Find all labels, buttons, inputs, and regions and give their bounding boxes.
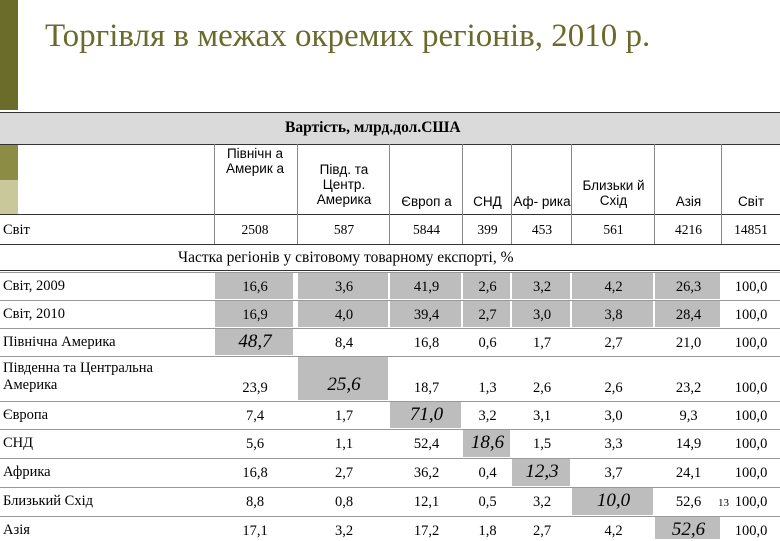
cell-value: 3,6	[334, 279, 354, 295]
cell-value: 28,4	[675, 307, 702, 323]
cell-value: 8,4	[334, 335, 354, 351]
col-rule	[654, 144, 655, 244]
cell-value: 41,9	[413, 279, 440, 295]
rule	[0, 244, 780, 245]
cell-value: 0,6	[478, 335, 497, 351]
row-label: Африка	[3, 464, 51, 480]
cell-value: 52,4	[413, 436, 440, 452]
cell-value: 16,8	[413, 335, 440, 351]
column-header: СНД	[473, 194, 502, 209]
rule	[0, 112, 780, 113]
value-header: Вартість, млрд.дол.США	[285, 119, 461, 136]
rule	[0, 487, 780, 488]
cell-value: 1,3	[478, 380, 497, 396]
share-header: Частка регіонів у світовому товарному експорті, %	[178, 249, 514, 266]
rule	[0, 214, 780, 215]
cell-value: 2,6	[532, 380, 552, 396]
rule	[0, 328, 780, 329]
row-label: СНД	[3, 435, 34, 451]
world-value: 4216	[675, 222, 702, 237]
row-label: Близький Схід	[3, 493, 93, 509]
cell-value: 48,7	[238, 331, 272, 352]
cell-value: 17,2	[413, 523, 440, 539]
cell-value: 3,8	[604, 307, 623, 323]
cell-value: 7,4	[245, 408, 265, 424]
cell-value: 2,7	[478, 307, 497, 323]
cell-value: 12,1	[413, 494, 440, 510]
cell-value: 39,4	[413, 307, 440, 323]
world-value: 453	[531, 222, 553, 237]
cell-value: 36,2	[413, 465, 440, 481]
cell-value: 21,0	[675, 335, 702, 351]
world-row-label: Світ	[3, 222, 30, 238]
row-label: Світ, 2010	[3, 306, 66, 322]
row-label: Світ, 2009	[3, 278, 66, 294]
column-header: Північн а Америк а	[225, 146, 284, 176]
column-header: Аф- рика	[513, 194, 571, 209]
rule	[0, 270, 780, 271]
cell-value: 100,0	[734, 494, 768, 510]
rule	[0, 458, 780, 459]
row-label: Північна Америка	[3, 334, 116, 350]
col-rule	[214, 144, 215, 244]
cell-value: 0,8	[334, 494, 354, 510]
cell-value: 8,8	[245, 494, 265, 510]
page-number: 13	[718, 497, 729, 509]
cell-value: 14,9	[675, 436, 702, 452]
page-title: Торгівля в межах окремих регіонів, 2010 р.	[45, 18, 651, 54]
cell-value: 4,0	[334, 307, 354, 323]
col-rule	[571, 144, 572, 244]
cell-value: 100,0	[734, 307, 768, 323]
cell-value: 17,1	[242, 523, 268, 539]
cell-value: 16,9	[242, 307, 268, 323]
cell-value: 100,0	[734, 335, 768, 351]
cell-value: 23,9	[242, 380, 268, 396]
column-header: Європ а	[401, 194, 452, 209]
row-label: Азія	[3, 522, 30, 538]
cell-value: 2,6	[478, 279, 497, 295]
cell-value: 1,7	[532, 335, 552, 351]
cell-value: 3,3	[604, 436, 623, 452]
world-value: 399	[477, 222, 498, 237]
cell-value: 5,6	[245, 436, 265, 452]
col-rule	[389, 144, 390, 244]
cell-value: 18,6	[470, 432, 505, 453]
world-value: 5844	[413, 222, 440, 237]
cell-value: 52,6	[671, 519, 706, 540]
col-rule	[462, 144, 463, 244]
cell-value: 3,2	[334, 523, 354, 539]
cell-value: 4,2	[604, 279, 623, 295]
cell-value: 1,8	[478, 523, 497, 539]
cell-value: 25,6	[327, 374, 361, 395]
column-header: Півд. та Центр. Америка	[316, 162, 372, 207]
cell-value: 2,6	[604, 380, 623, 396]
cell-value: 100,0	[734, 523, 768, 539]
cell-value: 0,4	[478, 465, 497, 481]
cell-value: 16,6	[242, 279, 268, 295]
cell-value: 18,7	[413, 380, 440, 396]
cell-value: 1,1	[334, 436, 354, 452]
cell-value: 12,3	[525, 461, 559, 482]
cell-value: 3,0	[532, 307, 552, 323]
col-rule	[297, 144, 298, 244]
cell-value: 1,5	[532, 436, 552, 452]
rule	[0, 144, 780, 145]
world-value: 561	[603, 222, 624, 237]
cell-value: 71,0	[409, 404, 444, 425]
rule	[0, 429, 780, 430]
decor-bar	[0, 0, 18, 110]
cell-value: 0,5	[478, 494, 497, 510]
cell-value: 3,2	[532, 494, 552, 510]
col-rule	[511, 144, 512, 244]
cell-value: 2,7	[532, 523, 552, 539]
col-rule	[721, 144, 722, 244]
rule	[0, 356, 780, 357]
row-label: Південна та Центральна Америка	[3, 360, 153, 393]
cell-value: 10,0	[596, 490, 631, 511]
cell-value: 3,0	[604, 408, 623, 424]
world-value: 587	[333, 222, 355, 237]
cell-value: 26,3	[675, 279, 702, 295]
cell-value: 2,7	[604, 335, 623, 351]
cell-value: 2,7	[334, 465, 354, 481]
decor-block	[0, 180, 18, 214]
decor-block	[0, 144, 18, 180]
column-header: Світ	[737, 194, 765, 209]
cell-value: 23,2	[675, 380, 702, 396]
cell-value: 9,3	[679, 408, 698, 424]
cell-value: 100,0	[734, 408, 768, 424]
cell-value: 24,1	[675, 465, 702, 481]
cell-value: 52,6	[675, 494, 702, 510]
cell-value: 100,0	[734, 436, 768, 452]
cell-value: 3,2	[478, 408, 497, 424]
column-header: Азія	[675, 194, 702, 209]
column-header: Близьки й Схід	[582, 178, 645, 208]
cell-value: 1,7	[334, 408, 354, 424]
cell-value: 4,2	[604, 523, 623, 539]
cell-value: 100,0	[734, 465, 768, 481]
cell-value: 3,1	[532, 408, 552, 424]
cell-value: 100,0	[734, 279, 768, 295]
world-value: 2508	[241, 222, 269, 237]
world-value: 14851	[734, 222, 768, 237]
cell-value: 3,7	[604, 465, 623, 481]
cell-value: 100,0	[734, 380, 768, 396]
cell-value: 16,8	[242, 465, 268, 481]
cell-value: 3,2	[532, 279, 552, 295]
row-label: Європа	[3, 407, 49, 423]
